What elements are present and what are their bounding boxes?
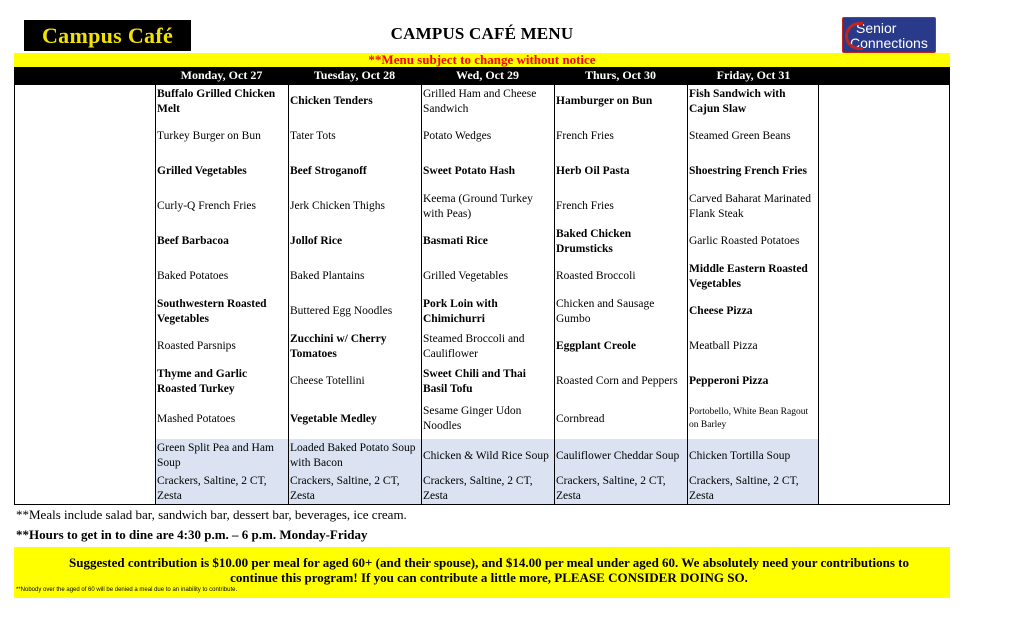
day-header: Friday, Oct 31 <box>716 68 791 82</box>
menu-item: Pepperoni Pizza <box>689 375 769 387</box>
menu-item: Mashed Potatoes <box>157 412 236 425</box>
menu-item: Loaded Baked Potato Soup with Bacon <box>290 442 416 469</box>
menu-item: Middle Eastern Roasted Vegetables <box>689 262 808 290</box>
menu-item: Pork Loin with Chimichurri <box>423 297 498 325</box>
menu-item: Crackers, Saltine, 2 CT, Zesta <box>689 475 799 502</box>
menu-item: Baked Plantains <box>290 270 365 282</box>
menu-item: Sweet Chili and Thai Basil Tofu <box>423 367 526 395</box>
menu-item: Crackers, Saltine, 2 CT, Zesta <box>556 475 666 502</box>
menu-item: Southwestern Roasted Vegetables <box>157 297 267 325</box>
menu-item: Meatball Pizza <box>689 340 758 352</box>
contribution-small-note: **Nobody over the aged of 60 will be denied a meal due to an inability to contribute. <box>16 587 238 593</box>
hours-footnote: **Hours to get in to dine are 4:30 p.m. – 6 p.m. Monday-Friday <box>16 527 368 542</box>
logo-line-2: Connections <box>850 35 928 51</box>
menu-item: Beef Stroganoff <box>290 165 367 177</box>
page-title: CAMPUS CAFÉ MENU <box>390 24 574 43</box>
menu-item: Chicken and Sausage Gumbo <box>556 297 655 325</box>
day-header-row <box>14 67 950 84</box>
menu-item: Chicken & Wild Rice Soup <box>423 449 549 462</box>
menu-item: French Fries <box>556 200 614 212</box>
menu-item: Curly-Q French Fries <box>157 200 257 212</box>
menu-item: Jerk Chicken Thighs <box>290 200 385 212</box>
menu-item: Vegetable Medley <box>290 412 377 425</box>
menu-item: Potato Wedges <box>423 130 492 142</box>
menu-item: Grilled Vegetables <box>157 165 247 177</box>
menu-item: Garlic Roasted Potatoes <box>689 235 800 247</box>
menu-item: Grilled Vegetables <box>423 270 509 282</box>
menu-item: Crackers, Saltine, 2 CT, Zesta <box>290 475 400 502</box>
day-header: Thurs, Oct 30 <box>584 68 656 82</box>
menu-item: Fish Sandwich with Cajun Slaw <box>689 87 786 115</box>
menu-item: Beef Barbacoa <box>157 235 229 247</box>
menu-item: Cheese Totellini <box>290 375 365 387</box>
menu-item: Buttered Egg Noodles <box>290 305 393 317</box>
day-header: Wed, Oct 29 <box>456 68 519 82</box>
menu-item: Baked Potatoes <box>157 270 229 282</box>
menu-item: Portobello, White Bean Ragout on Barley <box>689 407 809 430</box>
menu-item: Steamed Broccoli and Cauliflower <box>423 332 525 360</box>
menu-item: Carved Baharat Marinated Flank Steak <box>689 192 811 220</box>
menu-item: Sweet Potato Hash <box>423 165 515 177</box>
senior-connections-logo <box>842 17 936 53</box>
menu-item: Buffalo Grilled Chicken Melt <box>157 87 276 115</box>
day-header: Tuesday, Oct 28 <box>313 68 396 82</box>
menu-item: Cauliflower Cheddar Soup <box>556 449 680 462</box>
menu-item: Green Split Pea and Ham Soup <box>157 442 274 469</box>
logo-line-1: Senior <box>856 20 897 36</box>
menu-item: Zucchini w/ Cherry Tomatoes <box>290 332 387 360</box>
menu-item: Crackers, Saltine, 2 CT, Zesta <box>423 475 533 502</box>
menu-item: Herb Oil Pasta <box>556 165 630 177</box>
menu-item: Cornbread <box>556 412 605 425</box>
menu-item: Crackers, Saltine, 2 CT, Zesta <box>157 475 267 502</box>
campus-cafe-logo: Campus Café <box>24 20 191 51</box>
menu-item: Cheese Pizza <box>689 305 753 317</box>
menu-change-notice <box>14 53 950 67</box>
menu-item: Eggplant Creole <box>556 340 636 352</box>
contribution-text: Suggested contribution is $10.00 per meal for aged 60+ (and their spouse), and $14.00 per meal under aged 60. We absolutely need your contributions to continue this program! If you can contribute a little more, PLEASE CONSIDER DOING SO. <box>69 555 909 585</box>
menu-item: Chicken Tortilla Soup <box>689 449 791 462</box>
meals-footnote: **Meals include salad bar, sandwich bar, dessert bar, beverages, ice cream. <box>16 507 407 522</box>
notice-text: **Menu subject to change without notice <box>368 53 596 67</box>
menu-item: Baked Chicken Drumsticks <box>556 227 632 255</box>
menu-item: Grilled Ham and Cheese Sandwich <box>423 87 537 115</box>
contribution-box <box>14 547 950 598</box>
table-border <box>14 84 950 505</box>
menu-item: Chicken Tenders <box>290 95 373 107</box>
menu-item: Turkey Burger on Bun <box>157 130 261 142</box>
menu-item: Roasted Parsnips <box>157 340 236 352</box>
menu-table <box>14 84 950 505</box>
menu-item: Steamed Green Beans <box>689 130 791 142</box>
menu-item: Shoestring French Fries <box>689 165 807 177</box>
menu-item: Basmati Rice <box>423 235 488 247</box>
menu-item: Hamburger on Bun <box>556 95 653 107</box>
menu-item: Sesame Ginger Udon Noodles <box>423 405 522 432</box>
menu-item: Roasted Broccoli <box>556 270 636 282</box>
day-header: Monday, Oct 27 <box>180 68 263 82</box>
menu-item: Thyme and Garlic Roasted Turkey <box>157 367 248 395</box>
menu-item: French Fries <box>556 130 614 142</box>
menu-item: Tater Tots <box>290 130 336 142</box>
menu-item: Keema (Ground Turkey with Peas) <box>423 192 533 220</box>
menu-item: Jollof Rice <box>290 235 343 247</box>
menu-item: Roasted Corn and Peppers <box>556 375 678 387</box>
